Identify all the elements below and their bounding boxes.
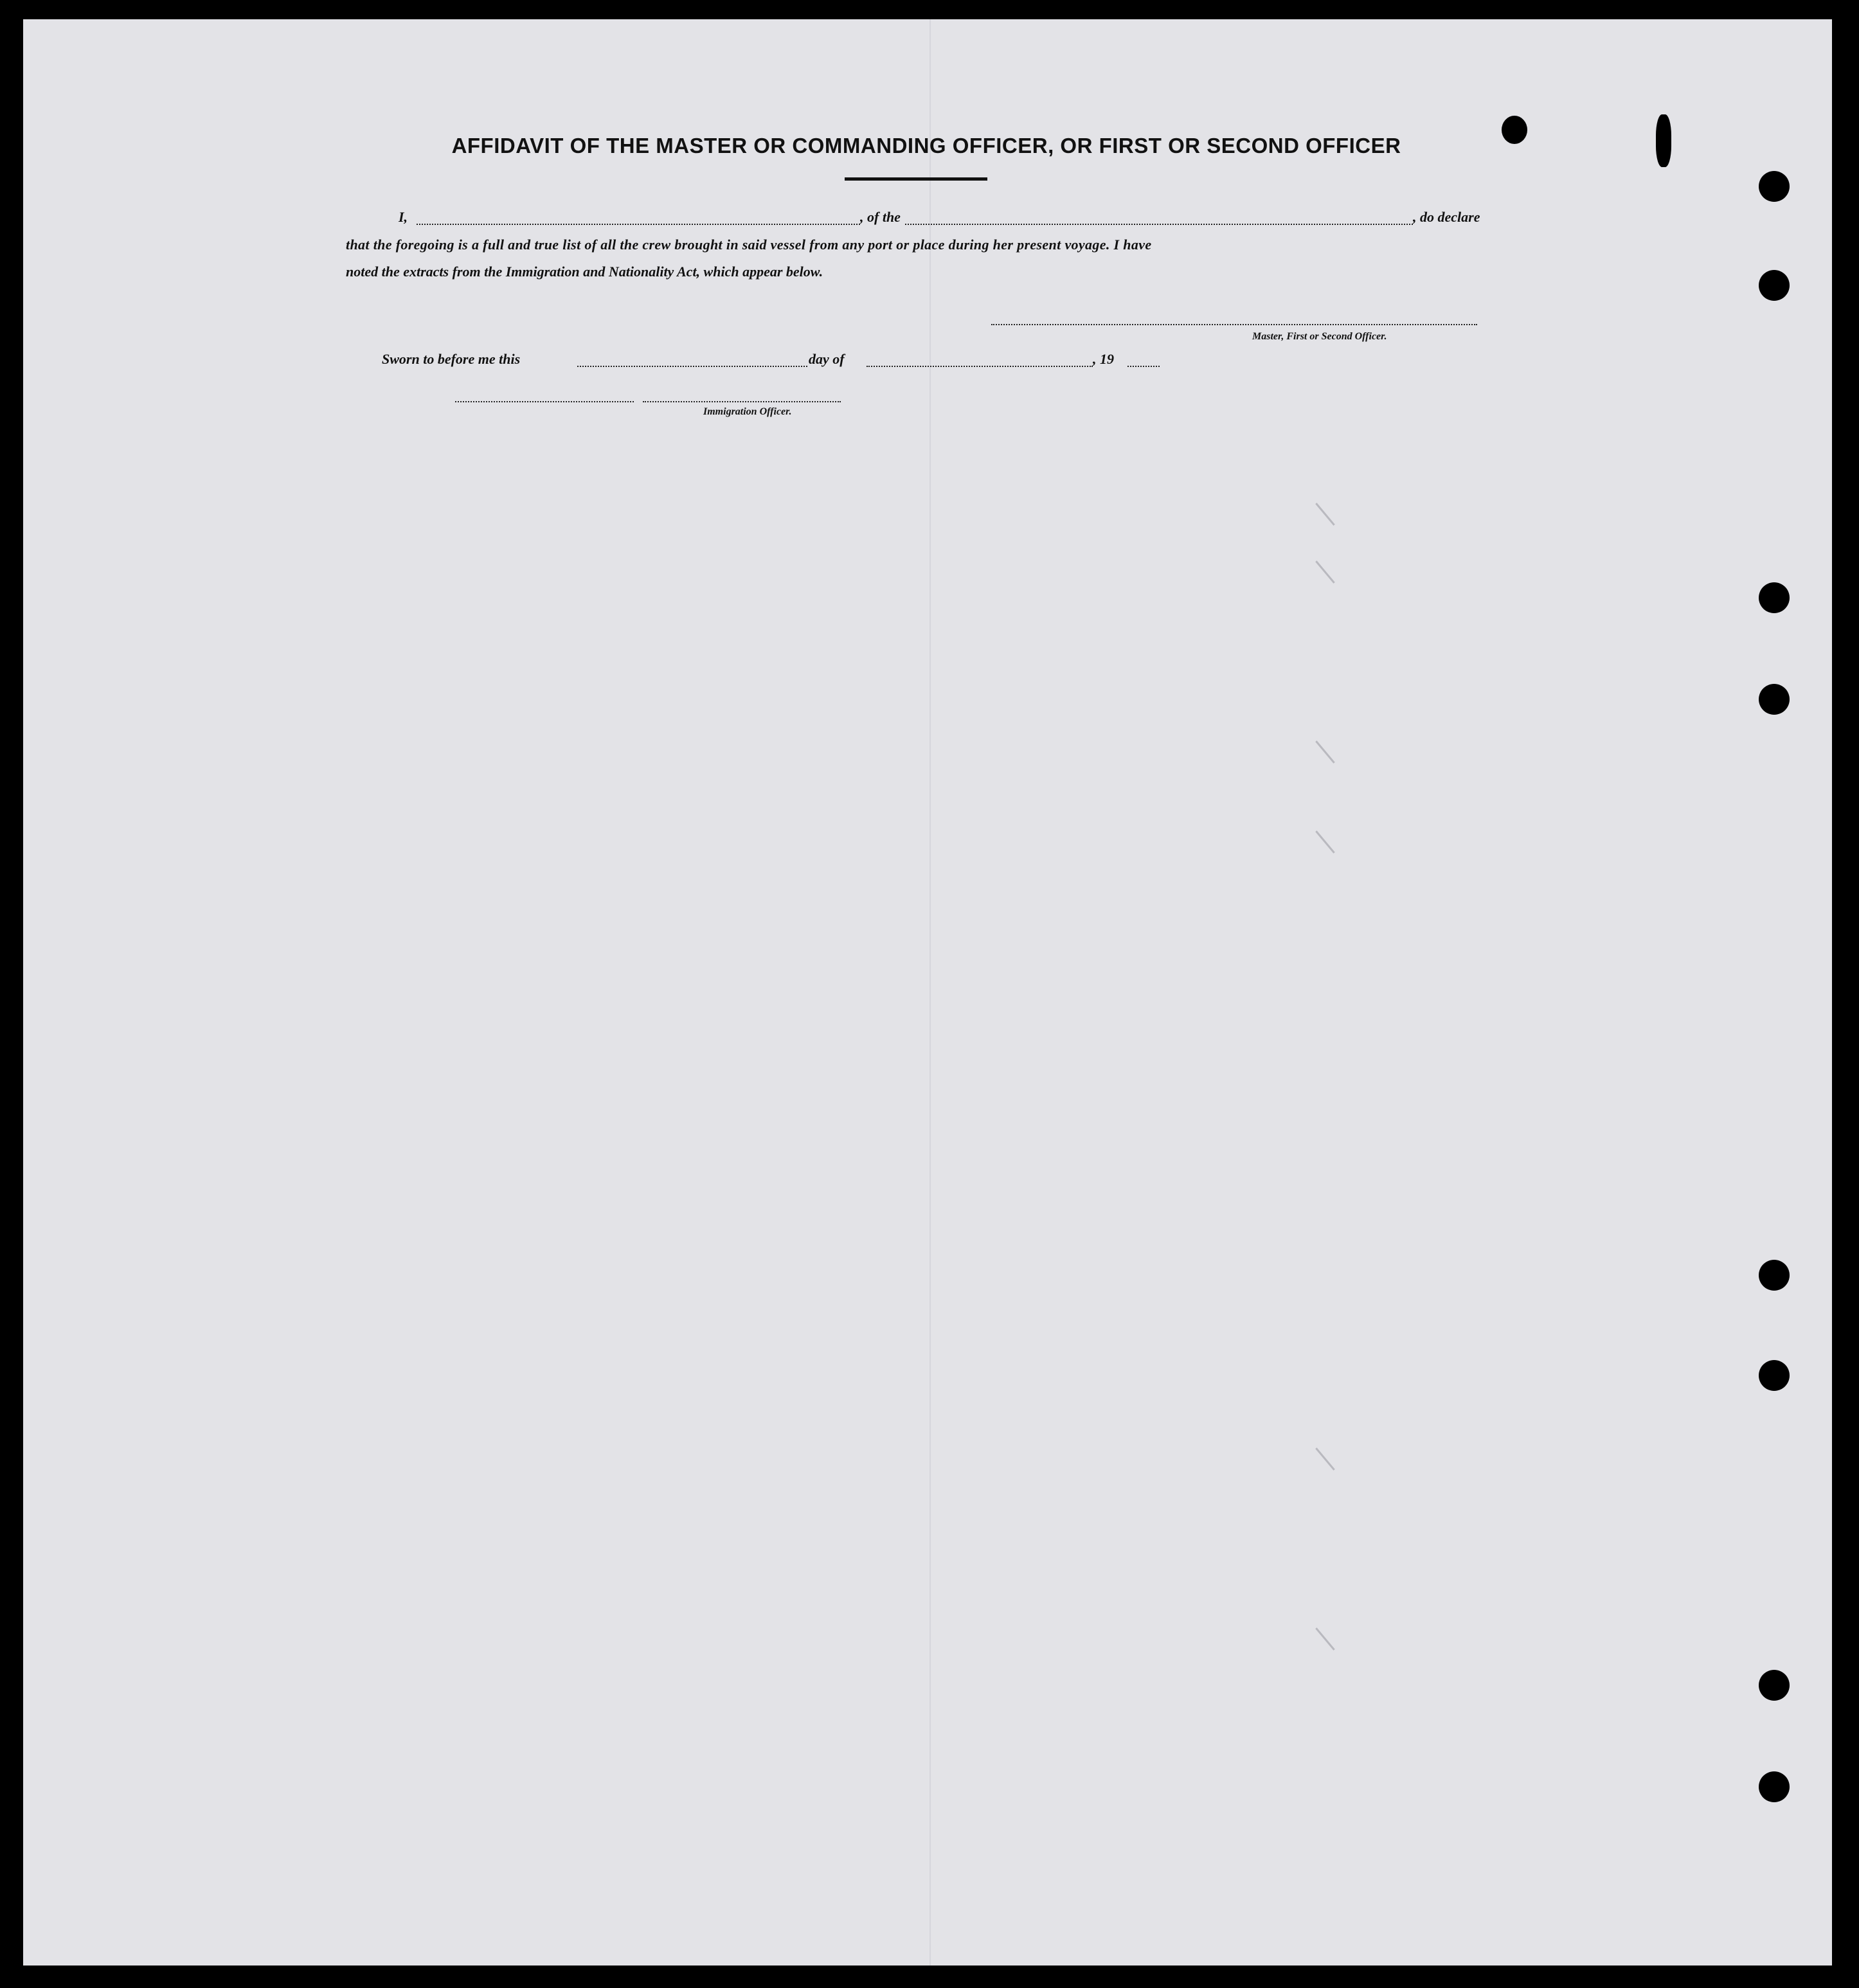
- fold-mark: [1315, 503, 1335, 526]
- punch-hole: [1759, 1360, 1790, 1391]
- master-signature-label: Master, First or Second Officer.: [1252, 331, 1387, 342]
- do-declare-text: , do declare: [1413, 209, 1480, 225]
- sworn-day-blank: [577, 366, 807, 367]
- immigration-officer-label: Immigration Officer.: [703, 406, 792, 417]
- officer-signature-blank-1: [455, 401, 634, 402]
- fold-mark: [1315, 1447, 1335, 1471]
- of-the-text: , of the: [860, 209, 901, 225]
- vessel-blank: [905, 224, 1413, 225]
- sworn-prefix-text: Sworn to before me this: [382, 351, 521, 367]
- punch-hole: [1759, 684, 1790, 715]
- fold-mark: [1315, 1627, 1335, 1651]
- master-signature-blank: [991, 324, 1477, 325]
- pronoun-text: I,: [399, 209, 408, 225]
- punch-hole: [1759, 171, 1790, 202]
- sworn-year-blank: [1127, 366, 1160, 367]
- page-fold: [930, 19, 931, 1966]
- fold-mark: [1315, 740, 1335, 764]
- fold-mark: [1315, 830, 1335, 854]
- punch-hole: [1759, 1260, 1790, 1291]
- damage-spot: [1502, 116, 1527, 144]
- declaration-line-3: noted the extracts from the Immigration and Nationality Act, which appear below.: [346, 264, 823, 280]
- punch-hole: [1759, 270, 1790, 301]
- sworn-month-blank: [867, 366, 1093, 367]
- fold-mark: [1315, 560, 1335, 584]
- punch-hole: [1759, 1771, 1790, 1802]
- officer-signature-blank-2: [643, 401, 841, 402]
- affidavit-title: AFFIDAVIT OF THE MASTER OR COMMANDING OFFICER, OR FIRST OR SECOND OFFICER: [451, 134, 1401, 157]
- punch-hole: [1759, 582, 1790, 613]
- title-underline: [845, 177, 987, 181]
- name-blank: [417, 224, 860, 225]
- document-page: [23, 19, 1832, 1966]
- declaration-line-2: that the foregoing is a full and true list of all the crew brought in said vessel from any port or place during her present voyage. I have: [346, 237, 1152, 253]
- day-of-text: day of: [809, 351, 845, 367]
- punch-hole: [1759, 1670, 1790, 1701]
- damage-spot: [1656, 114, 1671, 167]
- year-prefix-text: , 19: [1093, 351, 1114, 367]
